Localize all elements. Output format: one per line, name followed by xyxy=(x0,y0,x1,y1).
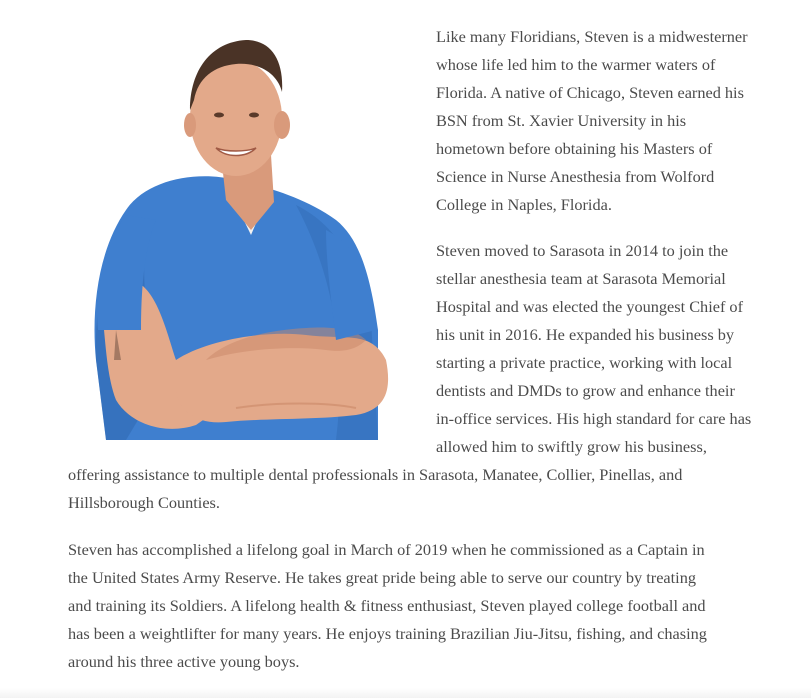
text-line: in-office services. His high standard for care has xyxy=(436,409,752,428)
text-line: around his three active young boys. xyxy=(68,652,300,671)
profile-photo xyxy=(86,30,392,440)
text-line: starting a private practice, working with local xyxy=(436,353,733,372)
text-line: Hospital and was elected the youngest Chief of xyxy=(436,297,743,316)
text-line: stellar anesthesia team at Sarasota Memorial xyxy=(436,269,726,288)
text-line: hometown before obtaining his Masters of xyxy=(436,139,713,158)
text-line: dentists and DMDs to grow and enhance their xyxy=(436,381,735,400)
text-line: Like many Floridians, Steven is a midwesterner xyxy=(436,27,748,46)
text-line: Science in Nurse Anesthesia from Wolford xyxy=(436,167,715,186)
text-line: offering assistance to multiple dental professionals in Sarasota, Manatee, Collier, Pinellas, and xyxy=(68,465,683,484)
text-line: Florida. A native of Chicago, Steven earned his xyxy=(436,83,744,102)
text-line: allowed him to swiftly grow his business, xyxy=(436,437,707,456)
text-line: has been a weightlifter for many years. He enjoys training Brazilian Jiu-Jitsu, fishing, and chasing xyxy=(68,624,707,643)
text-line: Steven has accomplished a lifelong goal in March of 2019 when he commissioned as a Captain in xyxy=(68,540,705,559)
page-bottom-edge xyxy=(0,688,811,698)
text-line: Hillsborough Counties. xyxy=(68,493,220,512)
text-line: the United States Army Reserve. He takes great pride being able to serve our country by treating xyxy=(68,568,696,587)
text-line: BSN from St. Xavier University in his xyxy=(436,111,687,130)
text-line: whose life led him to the warmer waters of xyxy=(436,55,716,74)
text-line: and training its Soldiers. A lifelong health & fitness enthusiast, Steven played college football and xyxy=(68,596,706,615)
text-line: Steven moved to Sarasota in 2014 to join the xyxy=(436,241,729,260)
text-line: College in Naples, Florida. xyxy=(436,195,612,214)
text-line: his unit in 2016. He expanded his business by xyxy=(436,325,735,344)
